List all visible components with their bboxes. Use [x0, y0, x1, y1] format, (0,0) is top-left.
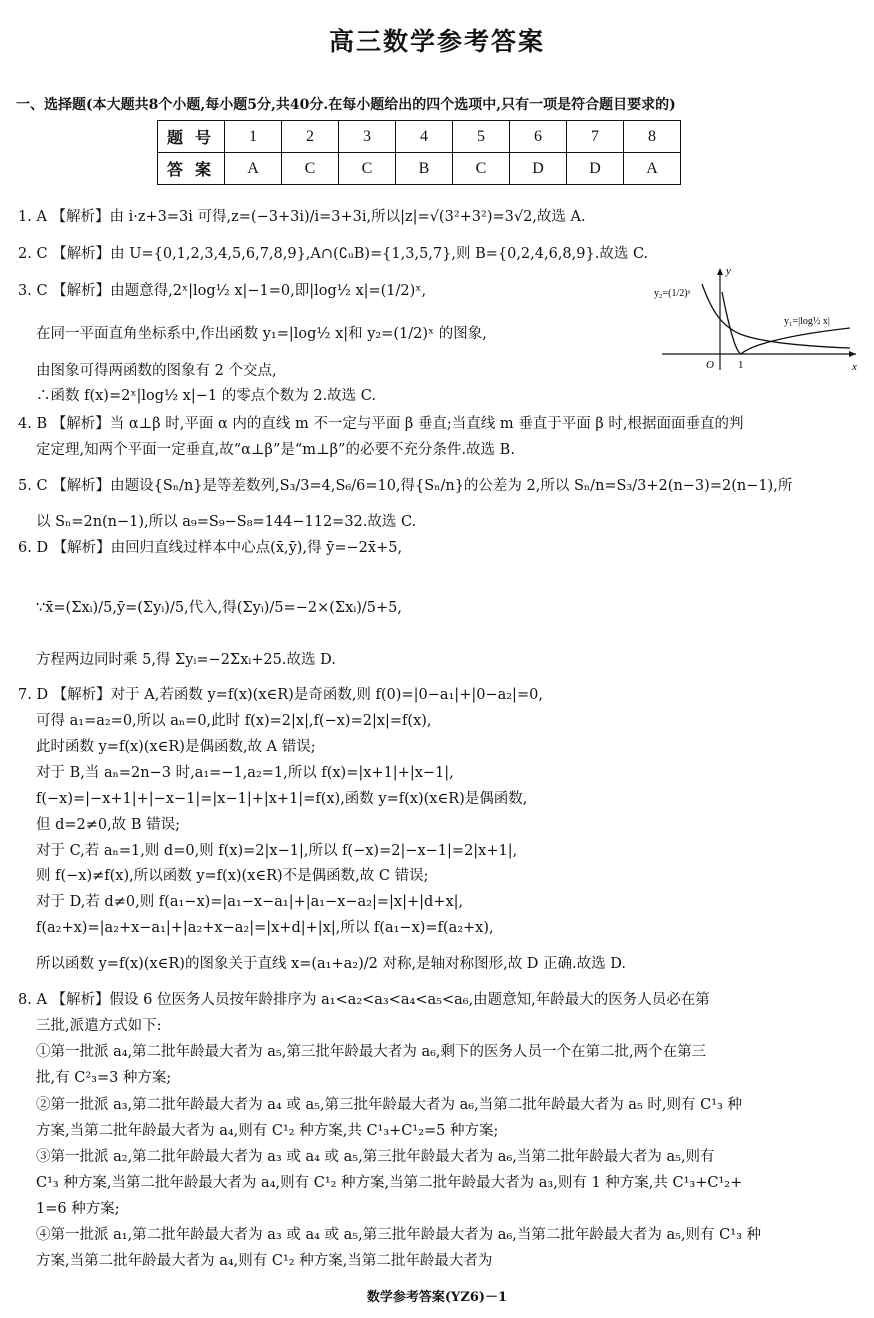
solution-line: 5. C 【解析】由题设{Sₙ/n}是等差数列,S₃/3=4,S₆/6=10,得{Sₙ/n}的公差为 2,所以 Sₙ/n=S₃/3+2(n−3)=2(n−1),所	[18, 478, 793, 494]
solution-line: 7. D 【解析】对于 A,若函数 y=f(x)(x∈R)是奇函数,则 f(0)=|0−a₁|+|0−a₂|=0,	[18, 687, 543, 703]
solution-line: 对于 C,若 aₙ=1,则 d=0,则 f(x)=2|x−1|,所以 f(−x)=2|−x−1|=2|x+1|,	[36, 843, 518, 859]
table-cell: C	[339, 153, 396, 185]
y-axis-label: y	[726, 265, 731, 277]
table-cell: D	[567, 153, 624, 185]
solution-line: ∴函数 f(x)=2ˣ|log½ x|−1 的零点个数为 2.故选 C.	[36, 388, 376, 404]
solution-line: 对于 D,若 d≠0,则 f(a₁−x)=|a₁−x−a₁|+|a₁−x−a₂|=|x|+|d+x|,	[36, 894, 464, 910]
table-cell: C	[282, 153, 339, 185]
table-row	[158, 153, 681, 185]
table-cell: 7	[567, 121, 624, 153]
solution-line: ∵x̄=(Σxᵢ)/5,ȳ=(Σyᵢ)/5,代入,得(Σyᵢ)/5=−2×(Σxᵢ)/5+5,	[36, 600, 402, 616]
table-cell: 5	[453, 121, 510, 153]
section-header: 一、选择题(本大题共8个小题,每小题5分,共40分.在每小题给出的四个选项中,只有一项是符合题目要求的)	[16, 97, 676, 113]
table-cell: C	[453, 153, 510, 185]
page-title: 高三数学参考答案	[328, 27, 545, 56]
page-footer: 数学参考答案(YZ6)－1	[366, 1290, 508, 1305]
x-axis-arrow-icon	[849, 351, 856, 357]
table-cell: 3	[339, 121, 396, 153]
solution-line: 3. C 【解析】由题意得,2ˣ|log½ x|−1=0,即|log½ x|=(1/2)ˣ,	[18, 283, 427, 299]
origin-label: O	[706, 359, 714, 371]
solution-line: f(−x)=|−x+1|+|−x−1|=|x−1|+|x+1|=f(x),函数 y=f(x)(x∈R)是偶函数,	[36, 791, 528, 807]
solution-line: ①第一批派 a₄,第二批年龄最大者为 a₅,第三批年龄最大者为 a₆,剩下的医务人员一个在第二批,两个在第三	[36, 1044, 707, 1060]
table-row	[158, 121, 681, 153]
solution-line: 8. A 【解析】假设 6 位医务人员按年龄排序为 a₁<a₂<a₃<a₄<a₅<a₆,由题意知,年龄最大的医务人员必在第	[18, 992, 710, 1008]
solution-line: f(a₂+x)=|a₂+x−a₁|+|a₂+x−a₂|=|x+d|+|x|,所以 f(a₁−x)=f(a₂+x),	[36, 920, 494, 936]
solution-line: 2. C 【解析】由 U={0,1,2,3,4,5,6,7,8,9},A∩(∁ᵤB)={1,3,5,7},则 B={0,2,4,6,8,9}.故选 C.	[18, 246, 649, 262]
y-axis-arrow-icon	[717, 268, 723, 275]
solution-line: 对于 B,当 aₙ=2n−3 时,a₁=−1,a₂=1,所以 f(x)=|x+1|+|x−1|,	[36, 765, 454, 781]
solution-line: 4. B 【解析】当 α⊥β 时,平面 α 内的直线 m 不一定与平面 β 垂直;当直线 m 垂直于平面 β 时,根据面面垂直的判	[18, 416, 744, 432]
solution-line: 此时函数 y=f(x)(x∈R)是偶函数,故 A 错误;	[36, 739, 316, 755]
table-cell: 1	[225, 121, 282, 153]
solution-line: 但 d=2≠0,故 B 错误;	[36, 817, 181, 833]
solution-line: 则 f(−x)≠f(x),所以函数 y=f(x)(x∈R)不是偶函数,故 C 错误;	[36, 868, 429, 884]
solution-line: 所以函数 y=f(x)(x∈R)的图象关于直线 x=(a₁+a₂)/2 对称,是轴对称图形,故 D 正确.故选 D.	[36, 956, 626, 972]
solution-line: 6. D 【解析】由回归直线过样本中心点(x̄,ȳ),得 ȳ=−2x̄+5,	[18, 540, 403, 556]
solution-line: 在同一平面直角坐标系中,作出函数 y₁=|log½ x|和 y₂=(1/2)ˣ 的图象,	[36, 326, 487, 342]
solution-line: C¹₃ 种方案,当第二批年龄最大者为 a₄,则有 C¹₂ 种方案,当第二批年龄最大者为 a₃,则有 1 种方案,共 C¹₃+C¹₂+	[36, 1175, 743, 1191]
tick-label: 1	[738, 359, 744, 371]
solution-line: 定定理,知两个平面一定垂直,故“α⊥β”是“m⊥β”的必要不充分条件.故选 B.	[36, 442, 515, 458]
x-axis-label: x	[852, 361, 857, 373]
table-cell: A	[225, 153, 282, 185]
table-row-label: 题 号	[158, 121, 225, 153]
solution-line: 三批,派遣方式如下:	[36, 1018, 162, 1034]
table-cell: 2	[282, 121, 339, 153]
solution-line: 方案,当第二批年龄最大者为 a₄,则有 C¹₂ 种方案,当第二批年龄最大者为	[36, 1253, 493, 1269]
table-cell: 8	[624, 121, 681, 153]
solution-line: 可得 a₁=a₂=0,所以 aₙ=0,此时 f(x)=2|x|,f(−x)=2|x|=f(x),	[36, 713, 432, 729]
solution-line: 由图象可得两函数的图象有 2 个交点,	[36, 363, 277, 379]
solution-line: ②第一批派 a₃,第二批年龄最大者为 a₄ 或 a₅,第三批年龄最大者为 a₆,当第二批年龄最大者为 a₅ 时,则有 C¹₃ 种	[36, 1097, 742, 1113]
solution-line: 方程两边同时乘 5,得 Σyᵢ=−2Σxᵢ+25.故选 D.	[36, 652, 336, 668]
solution-line: 1. A 【解析】由 i·z+3=3i 可得,z=(−3+3i)/i=3+3i,所以|z|=√(3²+3²)=3√2,故选 A.	[18, 209, 586, 225]
solution-line: 以 Sₙ=2n(n−1),所以 a₉=S₉−S₈=144−112=32.故选 C.	[36, 514, 417, 530]
function-graph	[650, 262, 862, 374]
table-cell: A	[624, 153, 681, 185]
solution-line: ④第一批派 a₁,第二批年龄最大者为 a₃ 或 a₄ 或 a₅,第三批年龄最大者为 a₆,当第二批年龄最大者为 a₅,则有 C¹₃ 种	[36, 1227, 761, 1243]
solution-line: 批,有 C²₃=3 种方案;	[36, 1070, 172, 1086]
solution-line: ③第一批派 a₂,第二批年龄最大者为 a₃ 或 a₄ 或 a₅,第三批年龄最大者为 a₆,当第二批年龄最大者为 a₅,则有	[36, 1149, 715, 1165]
table-cell: D	[510, 153, 567, 185]
table-cell: 4	[396, 121, 453, 153]
curve-label-y1: y₁=|log½ x|	[784, 316, 830, 327]
answer-table	[157, 120, 681, 185]
table-cell: B	[396, 153, 453, 185]
solution-line: 方案,当第二批年龄最大者为 a₄,则有 C¹₂ 种方案,共 C¹₃+C¹₂=5 种方案;	[36, 1123, 499, 1139]
solution-line: 1=6 种方案;	[36, 1201, 120, 1217]
table-row-label: 答 案	[158, 153, 225, 185]
curve-label-y2: y₂=(1/2)ˣ	[654, 288, 691, 299]
table-cell: 6	[510, 121, 567, 153]
